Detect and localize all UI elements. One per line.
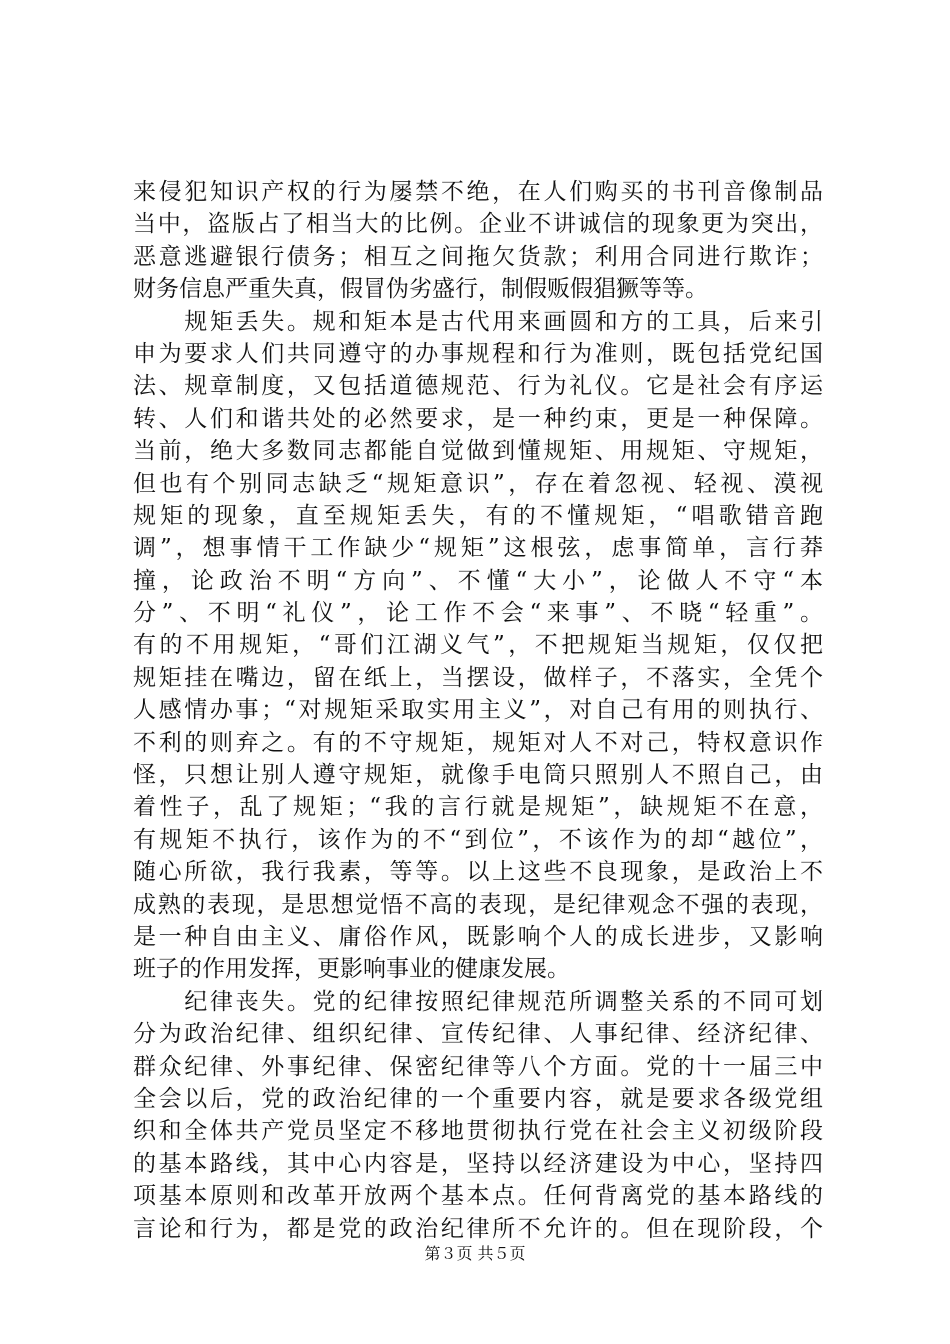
page-footer: 第３页 共５页 bbox=[424, 1244, 526, 1263]
text-line: 人感情办事；“对规矩采取实用主义”，对自己有用的则执行、 bbox=[133, 697, 823, 724]
text-line: 但也有个别同志缺乏“规矩意识”，存在着忽视、轻视、漠视 bbox=[133, 470, 823, 497]
text-line: 着性子，乱了规矩；“我的言行就是规矩”，缺规矩不在意， bbox=[133, 794, 823, 821]
text-line: 当前，绝大多数同志都能自觉做到懂规矩、用规矩、守规矩， bbox=[133, 438, 823, 465]
text-line: 申为要求人们共同遵守的办事规程和行为准则，既包括党纪国 bbox=[133, 340, 823, 367]
text-line: 规矩丢失。规和矩本是古代用来画圆和方的工具，后来引 bbox=[133, 308, 823, 335]
text-line: 规矩的现象，直至规矩丢失，有的不懂规矩，“唱歌错音跑 bbox=[133, 502, 823, 529]
text-line: 撞，论政治不明“方向”、不懂“大小”，论做人不守“本 bbox=[133, 567, 823, 594]
text-line: 项基本原则和改革开放两个基本点。任何背离党的基本路线的 bbox=[133, 1183, 823, 1210]
text-line: 随心所欲，我行我素，等等。以上这些不良现象，是政治上不 bbox=[133, 859, 823, 886]
text-line: 转、人们和谐共处的必然要求，是一种约束，更是一种保障。 bbox=[133, 405, 823, 432]
text-line: 不利的则弃之。有的不守规矩，规矩对人不对己，特权意识作 bbox=[133, 729, 823, 756]
text-line: 言论和行为，都是党的政治纪律所不允许的。但在现阶段，个 bbox=[133, 1215, 823, 1242]
text-line: 有规矩不执行，该作为的不“到位”，不该作为的却“越位”， bbox=[133, 826, 823, 853]
text-line: 班子的作用发挥，更影响事业的健康发展。 bbox=[133, 956, 570, 983]
document-body bbox=[133, 176, 823, 1245]
text-line: 当中，盗版占了相当大的比例。企业不讲诚信的现象更为突出， bbox=[133, 211, 823, 238]
text-line: 全会以后，党的政治纪律的一个重要内容，就是要求各级党组 bbox=[133, 1085, 823, 1112]
text-line: 的基本路线，其中心内容是，坚持以经济建设为中心，坚持四 bbox=[133, 1150, 823, 1177]
text-line: 成熟的表现，是思想觉悟不高的表现，是纪律观念不强的表现， bbox=[133, 891, 823, 918]
text-line: 来侵犯知识产权的行为屡禁不绝，在人们购买的书刊音像制品 bbox=[133, 179, 823, 205]
text-line: 法、规章制度，又包括道德规范、行为礼仪。它是社会有序运 bbox=[133, 373, 823, 400]
text-line: 恶意逃避银行债务；相互之间拖欠货款；利用合同进行欺诈； bbox=[133, 243, 823, 270]
text-line: 群众纪律、外事纪律、保密纪律等八个方面。党的十一届三中 bbox=[133, 1053, 823, 1080]
text-line: 怪，只想让别人遵守规矩，就像手电筒只照别人不照自己，由 bbox=[133, 762, 823, 789]
text-line: 有的不用规矩，“哥们江湖义气”，不把规矩当规矩，仅仅把 bbox=[133, 632, 823, 659]
text-line: 是一种自由主义、庸俗作风，既影响个人的成长进步，又影响 bbox=[133, 923, 823, 950]
text-line: 纪律丧失。党的纪律按照纪律规范所调整关系的不同可划 bbox=[133, 988, 823, 1015]
text-line: 规矩挂在嘴边，留在纸上，当摆设，做样子，不落实，全凭个 bbox=[133, 664, 823, 691]
text-line: 调”，想事情干工作缺少“规矩”这根弦，虑事简单，言行莽 bbox=[133, 535, 823, 562]
text-line: 分”、不明“礼仪”，论工作不会“来事”、不晓“轻重”。 bbox=[133, 600, 823, 627]
text-line: 财务信息严重失真，假冒伪劣盛行，制假贩假猖獗等等。 bbox=[133, 276, 708, 303]
text-line: 分为政治纪律、组织纪律、宣传纪律、人事纪律、经济纪律、 bbox=[133, 1021, 823, 1048]
text-line: 织和全体共产党员坚定不移地贯彻执行党在社会主义初级阶段 bbox=[133, 1118, 823, 1145]
